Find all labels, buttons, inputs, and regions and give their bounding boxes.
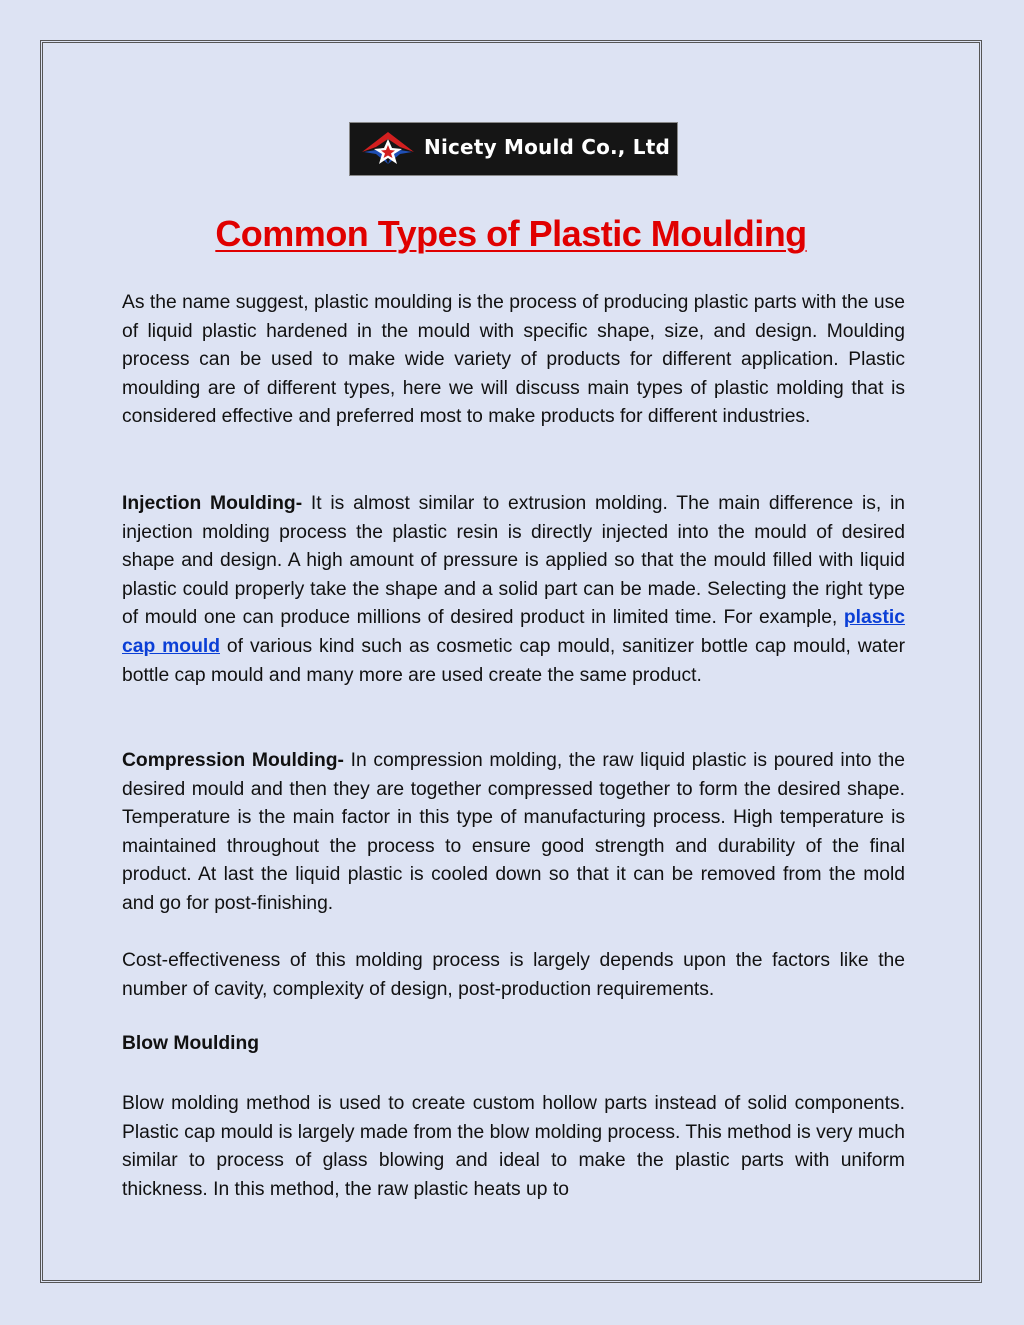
document-page: [40, 40, 982, 1283]
compression-text: In compression molding, the raw liquid plastic is poured into the desired mould and then they are together compressed together to form the desired shape. Temperature is the main factor in this type of manufacturing process. High temperature is maintained throughout the process to ensure good strength and durability of the final product. At last the liquid plastic is cooled down so that it can be removed from the mold and go for post-finishing.: [122, 750, 905, 914]
star-emblem-icon: [360, 130, 416, 168]
injection-text-after-link: of various kind such as cosmetic cap mould, sanitizer bottle cap mould, water bottle cap mould and many more are used create the same product.: [122, 635, 905, 686]
logo-text: Nicety Mould Co., Ltd: [424, 135, 670, 159]
compression-heading: Compression Moulding-: [122, 750, 344, 771]
injection-heading: Injection Moulding-: [122, 493, 303, 514]
compression-paragraph: [122, 747, 905, 919]
cost-paragraph: Cost-effectiveness of this molding process is largely depends upon the factors like the number of cavity, complexity of design, post-production requirements.: [122, 950, 905, 1000]
page-title: Common Types of Plastic Moulding: [215, 213, 807, 254]
injection-text-before-link: It is almost similar to extrusion molding. The main difference is, in injection molding process the plastic resin is directly injected into the mould of desired shape and design. A high amount of pressure is applied so that the mould filled with liquid plastic could properly take the shape and a solid part can be made. Selecting the right type of mould one can produce millions of desired product in limited time. For example,: [122, 493, 906, 629]
blow-moulding-heading: Blow Moulding: [122, 1033, 260, 1054]
blow-moulding-paragraph: Blow molding method is used to create custom hollow parts instead of solid components. Plastic cap mould is largely made from the blow molding process. This method is very much similar to process of glass blowing and ideal to make the plastic parts with uniform thickness. In this method, the raw plastic heats up to: [122, 1093, 905, 1200]
intro-paragraph: As the name suggest, plastic moulding is the process of producing plastic parts with the use of liquid plastic hardened in the mould with specific shape, size, and design. Moulding process can be used to make wide variety of products for different application. Plastic moulding are of different types, here we will discuss main types of plastic molding that is considered effective and preferred most to make products for different industries.: [122, 292, 905, 428]
injection-paragraph: [122, 490, 905, 690]
company-logo: [349, 122, 678, 176]
plastic-cap-mould-link[interactable]: plastic cap mould: [122, 607, 905, 657]
